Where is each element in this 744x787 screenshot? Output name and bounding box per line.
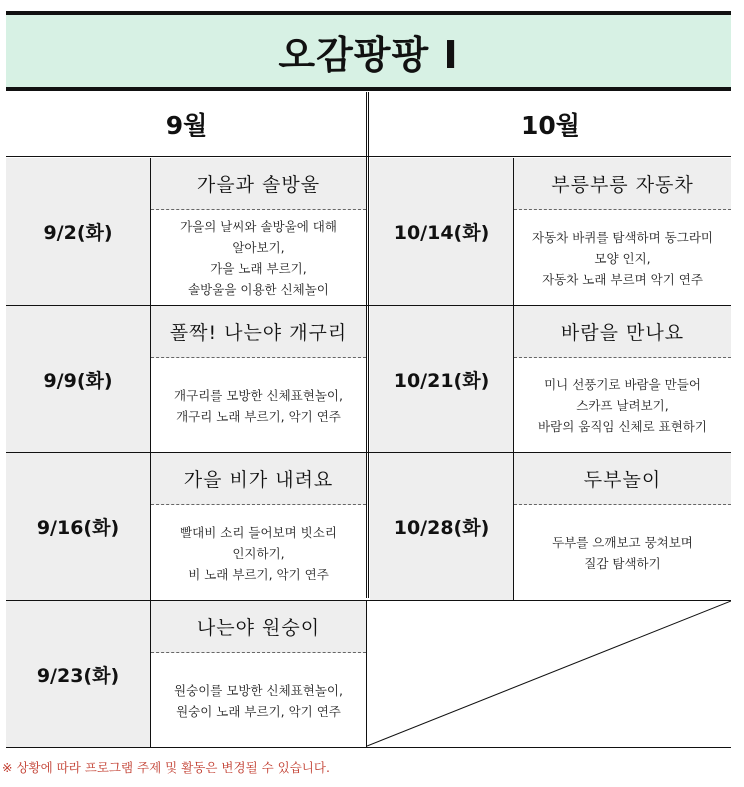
activity-line: 개구리 노래 부르기, 악기 연주	[176, 408, 341, 424]
date-cell: 10/14(화)	[370, 158, 513, 305]
activity-description	[151, 654, 366, 747]
month-october-header: 10월	[521, 111, 580, 140]
activity-line: 원숭이 노래 부르기, 악기 연주	[176, 703, 341, 719]
schedule-row-2	[6, 306, 731, 453]
activity-line: 개구리를 모방한 신체표현놀이,	[174, 387, 343, 403]
activity-line: 알아보기,	[232, 240, 285, 255]
topic-cell: 폴짝! 나는야 개구리	[151, 306, 366, 358]
activity-line: 가을 노래 부르기,	[210, 261, 307, 276]
schedule-row-3	[6, 453, 731, 601]
activity-line: 모양 인지,	[594, 250, 651, 266]
notice-text: ※ 상황에 따라 프로그램 주제 및 활동은 변경될 수 있습니다.	[2, 760, 330, 775]
activity-line: 인지하기,	[232, 545, 285, 561]
activity-line: 자동차 바퀴를 탐색하며 동그라미	[532, 229, 713, 245]
topic-cell: 두부놀이	[514, 453, 731, 505]
date-cell: 10/21(화)	[370, 306, 513, 452]
schedule-row-4	[6, 601, 731, 748]
activity-description	[151, 359, 366, 452]
activity-line: 질감 탐색하기	[584, 556, 661, 571]
activity-line: 바람의 움직임 신체로 표현하기	[538, 419, 707, 434]
activity-description	[514, 506, 731, 600]
month-september-header: 9월	[165, 111, 208, 140]
topic-cell: 부릉부릉 자동차	[514, 158, 731, 210]
date-cell: 9/2(화)	[6, 158, 150, 305]
activity-description	[514, 359, 731, 452]
schedule-row-1	[6, 158, 731, 306]
activity-line: 가을의 날씨와 솔방울에 대해	[180, 219, 337, 234]
topic-cell: 가을과 솔방울	[151, 158, 366, 210]
activity-line: 자동차 노래 부르며 악기 연주	[542, 271, 703, 287]
activity-line: 미니 선풍기로 바람을 만들어	[544, 377, 701, 392]
page-title: 오감팡팡 Ⅰ	[278, 32, 459, 77]
activity-line: 스카프 날려보기,	[576, 398, 669, 413]
title-banner	[6, 11, 731, 91]
date-cell: 9/23(화)	[6, 601, 150, 747]
activity-line: 두부를 으깨보고 뭉쳐보며	[552, 535, 693, 550]
topic-cell: 가을 비가 내려요	[151, 453, 366, 505]
date-cell: 10/28(화)	[370, 453, 513, 600]
activity-line: 비 노래 부르기, 악기 연주	[188, 566, 329, 582]
topic-cell: 나는야 원숭이	[151, 601, 366, 653]
date-cell: 9/16(화)	[6, 453, 150, 600]
empty-cell-diagonal	[367, 601, 731, 747]
activity-description	[151, 211, 366, 305]
activity-line: 원숭이를 모방한 신체표현놀이,	[174, 682, 343, 698]
topic-cell: 바람을 만나요	[514, 306, 731, 358]
activity-line: 솔방울을 이용한 신체놀이	[188, 282, 329, 297]
date-cell: 9/9(화)	[6, 306, 150, 452]
activity-line: 빨대비 소리 들어보며 빗소리	[180, 524, 337, 540]
activity-description	[514, 211, 731, 305]
activity-description	[151, 506, 366, 600]
